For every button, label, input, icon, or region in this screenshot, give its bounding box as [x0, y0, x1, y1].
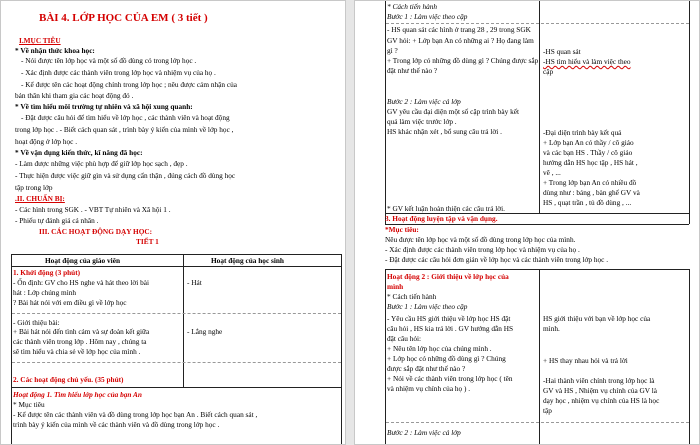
hd2-hs-line: -Hai thành viên chính trong lớp học là	[543, 376, 655, 385]
tu-nhien-line: - Đặt được câu hỏi để tìm hiểu về lớp học , các thành viên và hoạt động	[21, 113, 230, 122]
hd-chu-yeu-title: 2. Các hoạt động chủ yếu. (35 phút)	[13, 375, 124, 384]
row-separator	[12, 362, 341, 363]
luyen-tap-muc-tieu: *Mục tiêu:	[385, 225, 419, 234]
gv-buoc1-line: - HS quan sát các hình ở trang 28 , 29 trong SGK	[387, 25, 531, 34]
gioi-thieu-line: các thành viên trong lớp . Hôm nay , chúng ta	[13, 337, 147, 346]
hd2-gv-line: câu hỏi , HS kia trả lời . GV hướng dẫn HS	[387, 324, 514, 333]
khoi-dong-line: ? Bài hát nói với em điều gì về lớp học	[13, 298, 127, 307]
hoat-dong-heading: III. CÁC HOẠT ĐỘNG DẠY HỌC:	[39, 227, 153, 236]
hd2-gv-line: đặt câu hỏi:	[387, 334, 422, 343]
table-border-left	[385, 269, 386, 445]
hd2-gv-line: + Nêu tên lớp học của chúng mình .	[387, 344, 492, 353]
col-header-gv: Hoạt động của giáo viên	[45, 256, 121, 265]
muc-tieu-heading: I.MỤC TIÊU	[19, 36, 61, 45]
hd2-gv-line: + Nói về các thành viên trong lớp học ( tên	[387, 374, 513, 383]
hs-buoc2-line: + Trong lớp bạn An có nhiều đồ	[543, 178, 637, 187]
nhan-thuc-heading: * Về nhận thức khoa học:	[15, 46, 95, 55]
van-dung-heading: * Về vận dụng kiến thức, kĩ năng đã học:	[15, 148, 143, 157]
nhan-thuc-line: bản thân khi tham gia các hoạt động đó .	[15, 91, 134, 100]
gv-ket-luan: * GV kết luận hoàn thiện các câu trả lời.	[387, 204, 506, 213]
nhan-thuc-line: - Xác định được các thành viên trong lớp học và nhiệm vụ của họ .	[21, 68, 216, 77]
luyen-tap-line: - Đặt được các câu hỏi đơn giản về lớp học và các thành viên trong lớp học .	[385, 255, 609, 264]
hd1-title: Hoạt động 1. Tìm hiểu lớp học của bạn An	[13, 390, 142, 399]
hs-buoc2-line: HS , quạt trần , tủ đồ dùng , ...	[543, 198, 632, 207]
hs-quan-sat: -HS quan sát	[543, 47, 581, 56]
gv-buoc1-line: đặt như thế nào ?	[387, 66, 438, 75]
row-border	[385, 224, 689, 225]
hd1-muc-tieu: * Mục tiêu	[13, 400, 45, 409]
col-header-hs: Hoạt động của học sinh	[211, 256, 284, 265]
tu-nhien-line: trong lớp học . - Biết cách quan sát , trình bày ý kiến của mình về lớp học ,	[15, 125, 234, 134]
hs-buoc2-line: -Đại diện trình bày kết quả	[543, 128, 622, 137]
chuan-bi-heading: .II. CHUẨN BỊ:	[15, 194, 65, 203]
hd2-cach-tien-hanh: * Cách tiến hành	[387, 292, 437, 301]
table-header-bottom	[11, 266, 341, 267]
hs-hat: - Hát	[187, 278, 202, 287]
row-border	[11, 387, 341, 388]
hd2-hs-line: GV và HS , Nhiệm vụ chính của GV là	[543, 386, 658, 395]
row-separator	[386, 23, 689, 24]
gioi-thieu-line: - Giới thiệu bài:	[13, 318, 60, 327]
hd2-gv-line: + Lớp học có những đồ dùng gì ? Chúng	[387, 354, 506, 363]
table-column-divider	[539, 1, 540, 213]
right-page	[354, 0, 700, 445]
table-border-left	[385, 1, 386, 224]
hd2-gv-line: và nhiệm vụ chính của họ ) .	[387, 384, 471, 393]
buoc-2-label: Bước 2 : Làm việc cả lớp	[387, 97, 461, 106]
gv-buoc2-line: GV yêu cầu đại diện một số cặp trình bày kết	[387, 107, 519, 116]
hs-buoc2-line: vẽ , ...	[543, 168, 561, 177]
hd2-buoc-1: Bước 1 : Làm việc theo cặp	[387, 302, 468, 311]
hd2-buoc-2: Bước 2 : Làm việc cả lớp	[387, 428, 461, 437]
table-border-right	[689, 269, 690, 445]
khoi-dong-title: 1. Khởi động (3 phút)	[13, 268, 81, 277]
nhan-thuc-line: - Kể được tên các hoạt động chính trong lớp học ; nêu được cảm nhận của	[21, 80, 238, 89]
van-dung-line: tập trong lớp	[15, 183, 53, 192]
tiet-label: TIẾT 1	[136, 237, 159, 246]
table-border-right	[341, 254, 342, 445]
hs-tim-hieu-text: -HS tìm hiểu và làm việc theo	[543, 57, 631, 66]
row-separator	[12, 313, 341, 314]
gv-buoc1-line: GV hỏi: + Lớp bạn An có những ai ? Họ đang làm	[387, 36, 534, 45]
gv-buoc1-line: + Trong lớp có những đồ dùng gì ? Chúng được sắp	[387, 56, 539, 65]
table-column-divider	[183, 254, 184, 387]
luyen-tap-line: Nêu được tên lớp học và một số đồ dùng trong lớp học của mình.	[385, 235, 576, 244]
hd1-line: - Kể được tên các thành viên và đồ dùng trong lớp học bạn An . Biết cách quan sát ,	[13, 410, 258, 419]
table-border-right	[689, 1, 690, 224]
khoi-dong-line: - Ổn định: GV cho HS nghe và hát theo lời bài	[13, 278, 150, 287]
hd2-title: Hoạt động 2 : Giới thiệu về lớp học của	[387, 272, 509, 281]
luyen-tap-title: 3. Hoạt động luyện tập và vận dụng.	[385, 214, 498, 223]
chuan-bi-line: - Các hình trong SGK . - VBT Tự nhiên và Xã hội 1 .	[15, 205, 171, 214]
hs-tim-hieu	[543, 57, 631, 66]
van-dung-line: - Thực hiện được việc giữ gìn và sử dụng cẩn thận , đúng cách đồ dùng học	[15, 171, 236, 180]
table-border-top	[11, 254, 341, 255]
hd2-hs-line: dạy học , nhiệm vụ chính của HS là học	[543, 396, 660, 405]
chuan-bi-line: - Phiếu tự đánh giá cá nhân .	[15, 216, 99, 225]
gv-buoc2-line: quả làm việc trước lớp .	[387, 117, 457, 126]
gioi-thieu-line: sẽ tìm hiểu và chia sẻ về lớp học của mình .	[13, 347, 141, 356]
gv-buoc2-line: HS khác nhận xét , bổ sung câu trả lời .	[387, 127, 502, 136]
nhan-thuc-line: - Nói được tên lớp học và một số đồ dùng có trong lớp học .	[21, 56, 197, 65]
hd2-hs-thay-nhau: + HS thay nhau hỏi và trả lời	[543, 356, 628, 365]
hd2-gv-line: được sắp đặt như thế nào ?	[387, 364, 466, 373]
hd2-hs-gioi-thieu: HS giới thiệu với bạn về lớp học của	[543, 314, 651, 323]
table-border-left	[11, 254, 12, 445]
row-separator	[386, 422, 689, 423]
van-dung-line: - Làm được những việc phù hợp để giữ lớp học sạch , đẹp .	[15, 159, 188, 168]
hd1-line: trình bày ý kiến của mình về các thành viên và đồ dùng trong lớp học .	[13, 420, 220, 429]
lesson-title: BÀI 4. LỚP HỌC CỦA EM ( 3 tiết )	[39, 12, 208, 24]
left-page	[0, 0, 346, 445]
table-column-divider	[539, 269, 540, 445]
row-border	[385, 269, 689, 270]
gv-buoc1-line: gì ?	[387, 46, 398, 55]
luyen-tap-line: - Xác định được các thành viên trong lớp học và nhiệm vụ của họ .	[385, 245, 580, 254]
hs-buoc2-line: + Lớp bạn An có thầy / cô giáo	[543, 138, 634, 147]
buoc-1-label: Bước 1 : Làm việc theo cặp	[387, 12, 468, 21]
hd2-gv-line: - Yêu cầu HS giới thiệu về lớp học HS đặt	[387, 314, 511, 323]
hs-buoc2-line: dùng như : bảng , bàn ghế GV và	[543, 188, 640, 197]
hd2-hs-minh: mình.	[543, 324, 560, 333]
hd2-hs-line: tập	[543, 406, 552, 415]
hs-buoc2-line: hướng dẫn HS học tập , HS hát ,	[543, 158, 638, 167]
cach-tien-hanh: * Cách tiến hành	[387, 2, 438, 11]
hs-lang-nghe: - Lắng nghe	[187, 327, 223, 336]
hs-buoc2-line: và các bạn HS . Thầy / cô giáo	[543, 148, 633, 157]
khoi-dong-line: hát : Lớp chúng mình	[13, 288, 77, 297]
tu-nhien-heading: * Về tìm hiểu môi trường tự nhiên và xã hội xung quanh:	[15, 102, 193, 111]
tu-nhien-line: hoạt động ở lớp học .	[15, 137, 78, 146]
hd2-title-cont: mình	[387, 282, 404, 291]
gioi-thieu-line: + Bài hát nói đến tình cảm và sự đoàn kết giữa	[13, 327, 150, 336]
hs-cap: cặp	[543, 67, 554, 76]
